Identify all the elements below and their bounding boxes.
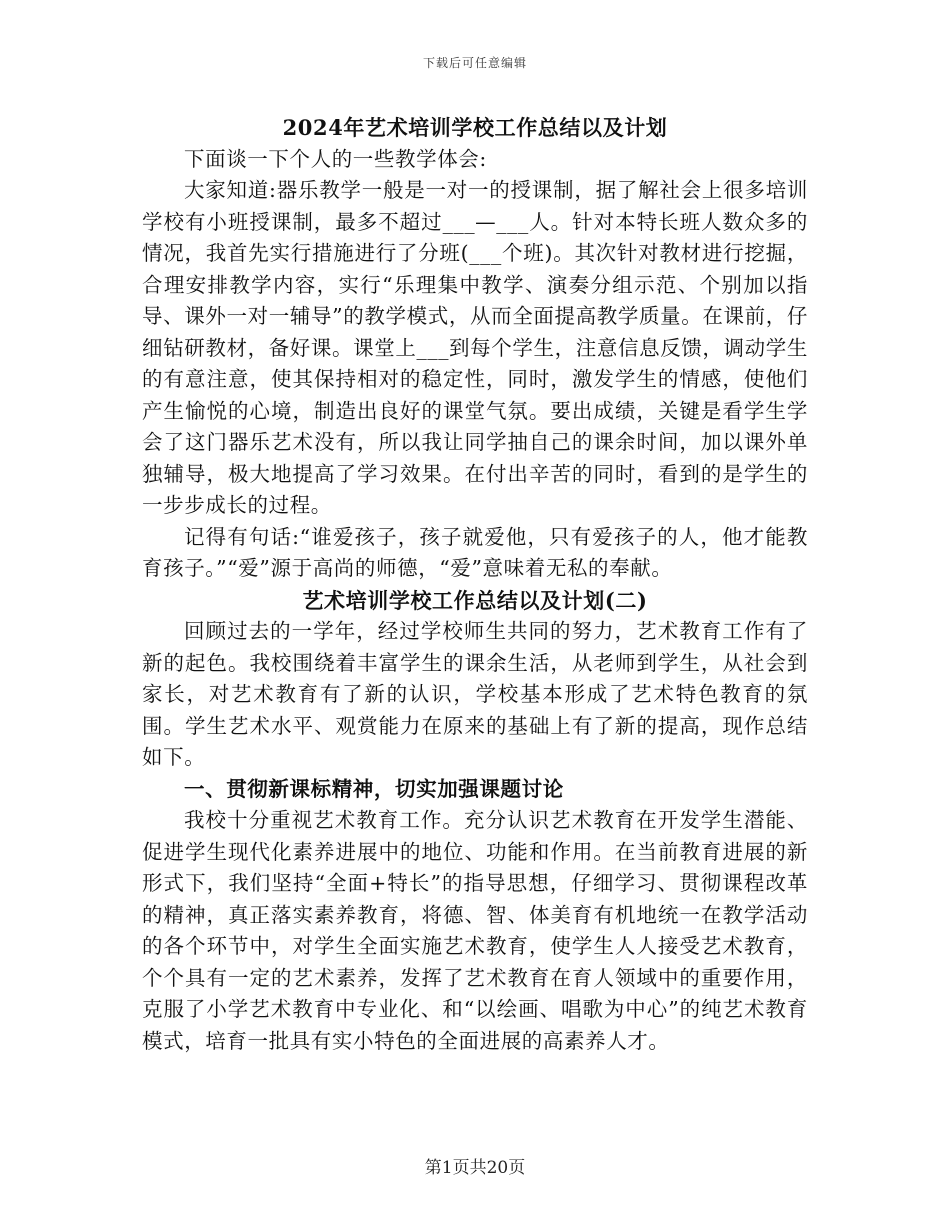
- paragraph: 大家知道:器乐教学一般是一对一的授课制，据了解社会上很多培训学校有小班授课制，最多不超过___—___人。针对本特长班人数众多的情况，我首先实行措施进行了分班(___个班)。其次针对教材进行挖掘，合理安排教学内容，实行“乐理集中教学、演奏分组示范、个别加以指导、课外一对一辅导”的教学模式，从而全面提高教学质量。在课前，仔细钻研教材，备好课。课堂上___到每个学生，注意信息反馈，调动学生的有意注意，使其保持相对的稳定性，同时，激发学生的情感，使他们产生愉悦的心境，制造出良好的课堂气氛。要出成绩，关键是看学生学会了这门器乐艺术没有，所以我让同学抽自己的课余时间，加以课外单独辅导，极大地提高了学习效果。在付出辛苦的同时，看到的是学生的一步步成长的过程。: [142, 178, 808, 517]
- paragraph: 回顾过去的一学年，经过学校师生共同的努力，艺术教育工作有了新的起色。我校围绕着丰富学生的课余生活，从老师到学生，从社会到家长，对艺术教育有了新的认识，学校基本形成了艺术特色教育的氛围。学生艺术水平、观赏能力在原来的基础上有了新的提高，现作总结如下。: [142, 619, 808, 769]
- paragraph: 下面谈一下个人的一些教学体会:: [184, 146, 487, 171]
- paragraph: 我校十分重视艺术教育工作。充分认识艺术教育在开发学生潜能、促进学生现代化素养进展中的地位、功能和作用。在当前教育进展的新形式下，我们坚持“全面+特长”的指导思想，仔细学习、贯彻课程改革的精神，真正落实素养教育，将德、智、体美育有机地统一在教学活动的各个环节中，对学生全面实施艺术教育，使学生人人接受艺术教育，个个具有一定的艺术素养，发挥了艺术教育在育人领域中的重要作用，克服了小学艺术教育中专业化、和“以绘画、唱歌为中心”的纯艺术教育模式，培育一批具有实小特色的全面进展的高素养人才。: [142, 808, 808, 1053]
- document-body: [142, 112, 808, 1057]
- paragraph: 记得有句话:“谁爱孩子，孩子就爱他，只有爱孩子的人，他才能教育孩子。”“爱”源于高尚的师德，“爱”意味着无私的奉献。: [142, 524, 808, 580]
- header-note: 下载后可任意编辑: [422, 56, 527, 70]
- section-heading: 一、贯彻新课标精神，切实加强课题讨论: [184, 776, 564, 801]
- page-number: 第1页共20页: [424, 1158, 526, 1178]
- section-title: 艺术培训学校工作总结以及计划(二): [302, 587, 648, 613]
- document-title: 2024年艺术培训学校工作总结以及计划: [282, 115, 668, 140]
